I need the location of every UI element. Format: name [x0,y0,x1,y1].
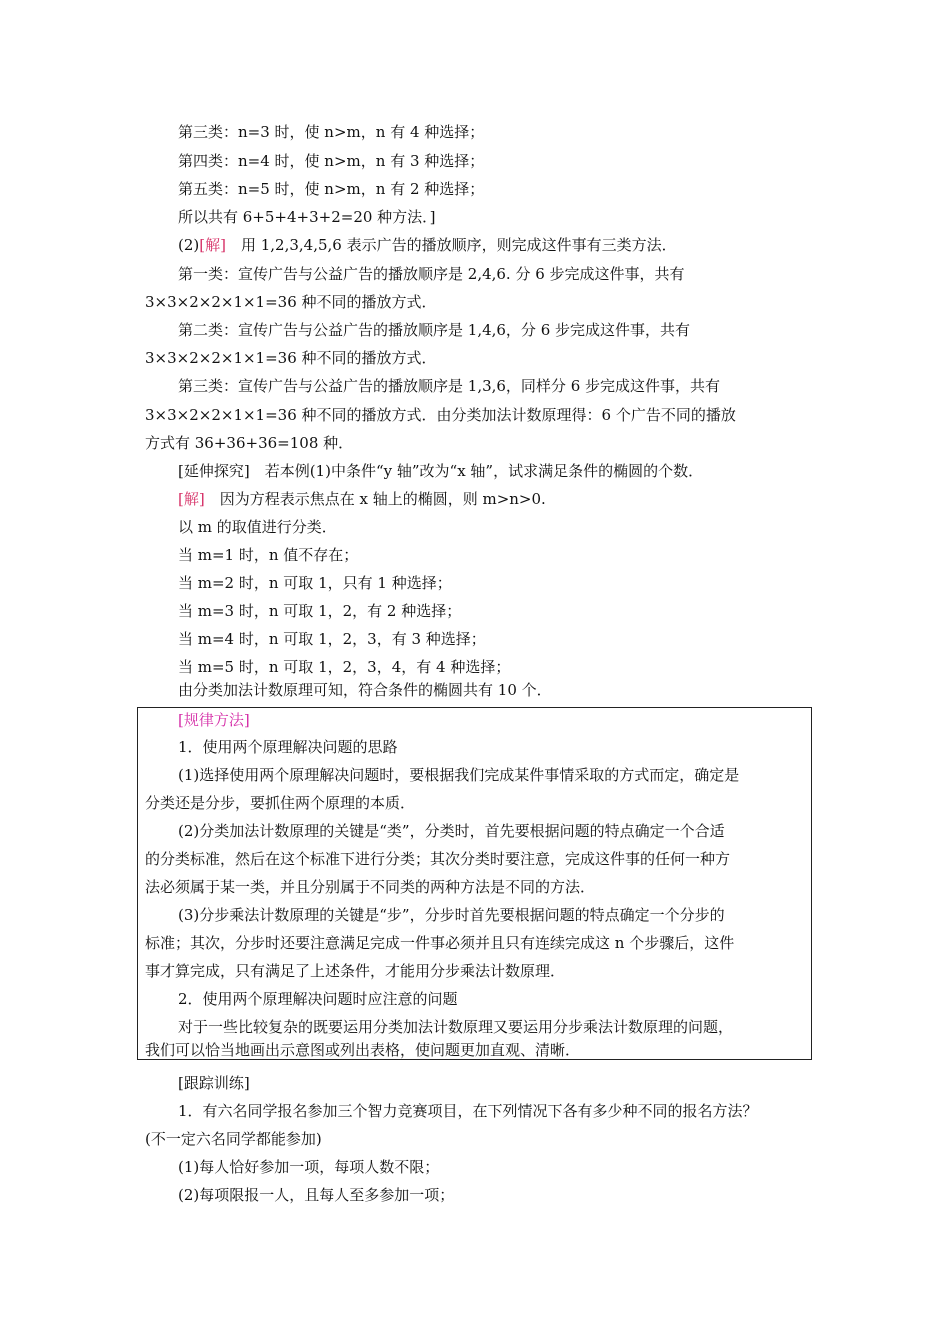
text-line: 当 m=4 时，n 可取 1，2，3，有 3 种选择； [178,630,486,648]
line-text: 用 1,2,3,4,5,6 表示广告的播放顺序，则完成这件事有三类方法． [225,236,677,254]
text-line: 以 m 的取值进行分类． [178,518,337,536]
text-line: 当 m=3 时，n 可取 1，2，有 2 种选择； [178,602,462,620]
text-line: 所以共有 6+5+4+3+2=20 种方法．] [178,208,436,226]
method-line: 的分类标准，然后在这个标准下进行分类；其次分类时要注意，完成这件事的任何一种方 [145,850,731,868]
method-line: 我们可以恰当地画出示意图或列出表格，使问题更加直观、清晰． [145,1041,581,1059]
method-line: 2．使用两个原理解决问题时应注意的问题 [178,990,458,1008]
method-line: 事才算完成，只有满足了上述条件，才能用分步乘法计数原理． [145,962,566,980]
text-line: 3×3×2×2×1×1=36 种不同的播放方式． [145,349,437,367]
method-line: 标准；其次，分步时还要注意满足完成一件事必须并且只有连续完成这 n 个步骤后，这件 [145,934,735,952]
text-line: 第一类：宣传广告与公益广告的播放顺序是 2,4,6. 分 6 步完成这件事，共有 [178,265,685,283]
text-line: 第四类：n=4 时，使 n>m，n 有 3 种选择； [178,152,485,170]
text-line: 第五类：n=5 时，使 n>m，n 有 2 种选择； [178,180,485,198]
part-number: (2) [178,236,200,254]
method-line: (1)选择使用两个原理解决问题时，要根据我们完成某件事情采取的方式而定，确定是 [178,766,740,784]
method-line: (3)分步乘法计数原理的关键是“步”，分步时首先要根据问题的特点确定一个分步的 [178,906,725,924]
solution-tag: [解] [178,490,205,508]
method-box-title: [规律方法] [178,711,250,729]
practice-line: (2)每项限报一人，且每人至多参加一项； [178,1186,455,1204]
practice-line: (不一定六名同学都能参加) [145,1130,322,1148]
text-line: 当 m=2 时，n 可取 1，只有 1 种选择； [178,574,452,592]
practice-title: [跟踪训练] [178,1074,250,1092]
text-line: 3×3×2×2×1×1=36 种不同的播放方式．由分类加法计数原理得：6 个广告不同的播放 [145,406,736,424]
text-line: 由分类加法计数原理可知，符合条件的椭圆共有 10 个． [178,681,552,699]
text-line: 第二类：宣传广告与公益广告的播放顺序是 1,4,6，分 6 步完成这件事，共有 [178,321,691,339]
line-text: 因为方程表示焦点在 x 轴上的椭圆，则 m>n>0. [204,490,546,508]
practice-line: (1)每人恰好参加一项，每项人数不限； [178,1158,440,1176]
method-line: 1．使用两个原理解决问题的思路 [178,738,398,756]
text-line [178,235,677,255]
text-line: 第三类：n=3 时，使 n>m，n 有 4 种选择； [178,123,485,141]
text-line: 当 m=5 时，n 可取 1，2，3，4，有 4 种选择； [178,658,511,676]
text-line [178,489,546,509]
method-line: 法必须属于某一类，并且分别属于不同类的两种方法是不同的方法． [145,878,596,896]
method-line: 分类还是分步，要抓住两个原理的本质． [145,794,416,812]
extension-line: [延伸探究] 若本例(1)中条件“y 轴”改为“x 轴”，试求满足条件的椭圆的个数． [178,462,704,480]
text-line: 3×3×2×2×1×1=36 种不同的播放方式． [145,293,437,311]
text-line: 方式有 36+36+36=108 种． [145,434,354,452]
text-line: 当 m=1 时，n 值不存在； [178,546,359,564]
method-line: 对于一些比较复杂的既要运用分类加法计数原理又要运用分步乘法计数原理的问题， [178,1018,734,1036]
method-line: (2)分类加法计数原理的关键是“类”，分类时，首先要根据问题的特点确定一个合适 [178,822,725,840]
text-line: 第三类：宣传广告与公益广告的播放顺序是 1,3,6，同样分 6 步完成这件事，共有 [178,377,721,395]
solution-tag: [解] [199,236,226,254]
practice-line: 1．有六名同学报名参加三个智力竞赛项目，在下列情况下各有多少种不同的报名方法？ [178,1102,758,1120]
